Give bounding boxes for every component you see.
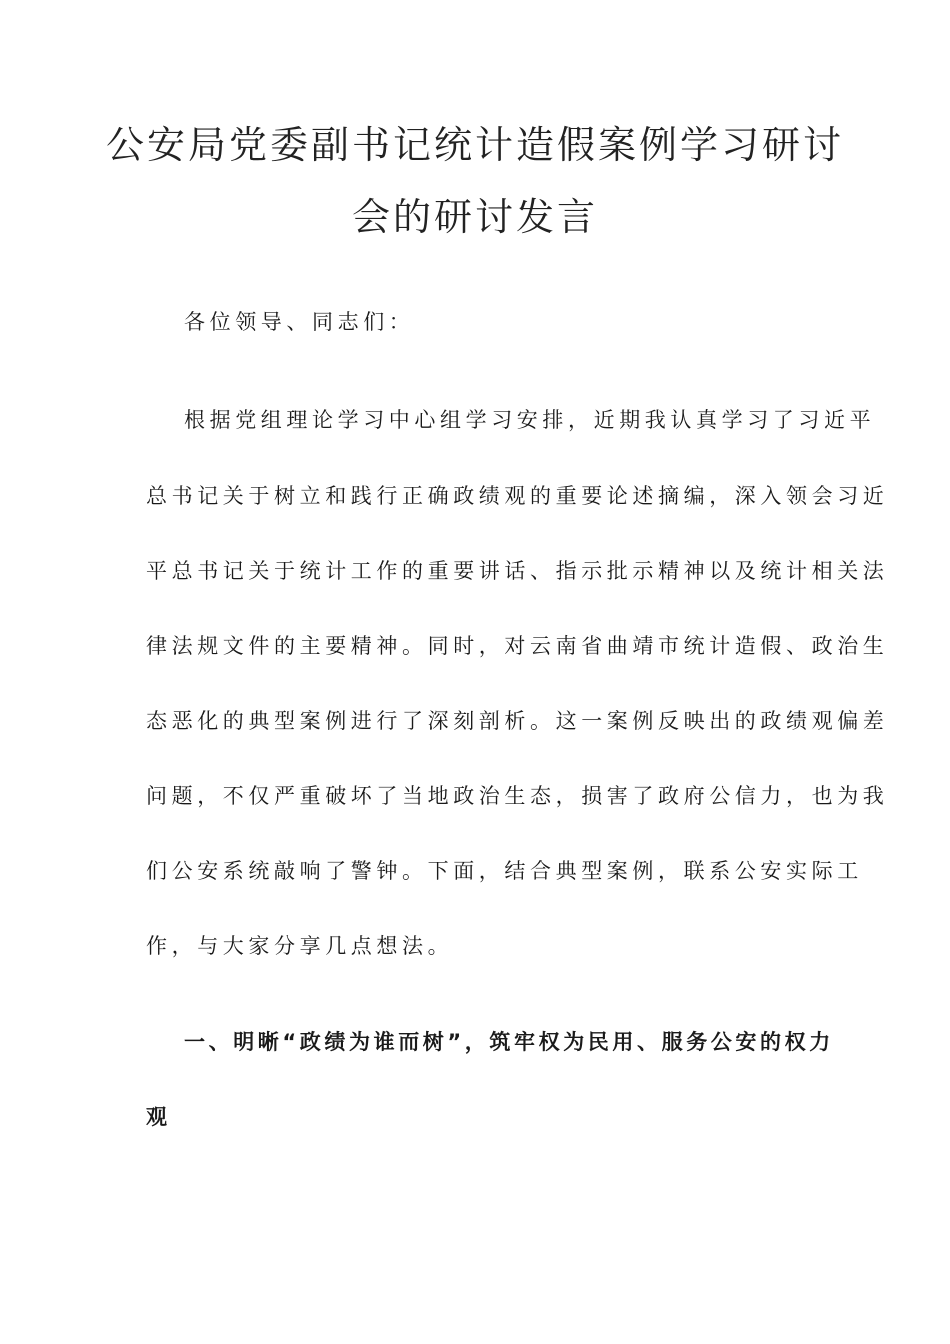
document-title-line-2: 会的研讨发言 bbox=[351, 195, 598, 239]
paragraph-line: 总书记关于树立和践行正确政绩观的重要论述摘编，深入领会习近 bbox=[146, 484, 889, 508]
paragraph-line: 作，与大家分享几点想法。 bbox=[146, 934, 454, 958]
paragraph-line: 平总书记关于统计工作的重要讲话、指示批示精神以及统计相关法 bbox=[146, 559, 889, 583]
salutation: 各位领导、同志们： bbox=[184, 310, 415, 334]
document-title-line-1: 公安局党委副书记统计造假案例学习研讨 bbox=[105, 123, 844, 167]
paragraph-line: 们公安系统敲响了警钟。下面，结合典型案例，联系公安实际工 bbox=[146, 859, 863, 883]
paragraph-line: 根据党组理论学习中心组学习安排，近期我认真学习了习近平 bbox=[184, 408, 876, 432]
paragraph-line: 律法规文件的主要精神。同时，对云南省曲靖市统计造假、政治生 bbox=[146, 634, 889, 658]
section-heading-line: 一、明晰“政绩为谁而树”，筑牢权为民用、服务公安的权力 bbox=[184, 1030, 834, 1054]
paragraph-line: 态恶化的典型案例进行了深刻剖析。这一案例反映出的政绩观偏差 bbox=[146, 709, 889, 733]
section-heading-line: 观 bbox=[146, 1105, 171, 1129]
paragraph-line: 问题，不仅严重破坏了当地政治生态，损害了政府公信力，也为我 bbox=[146, 784, 889, 808]
